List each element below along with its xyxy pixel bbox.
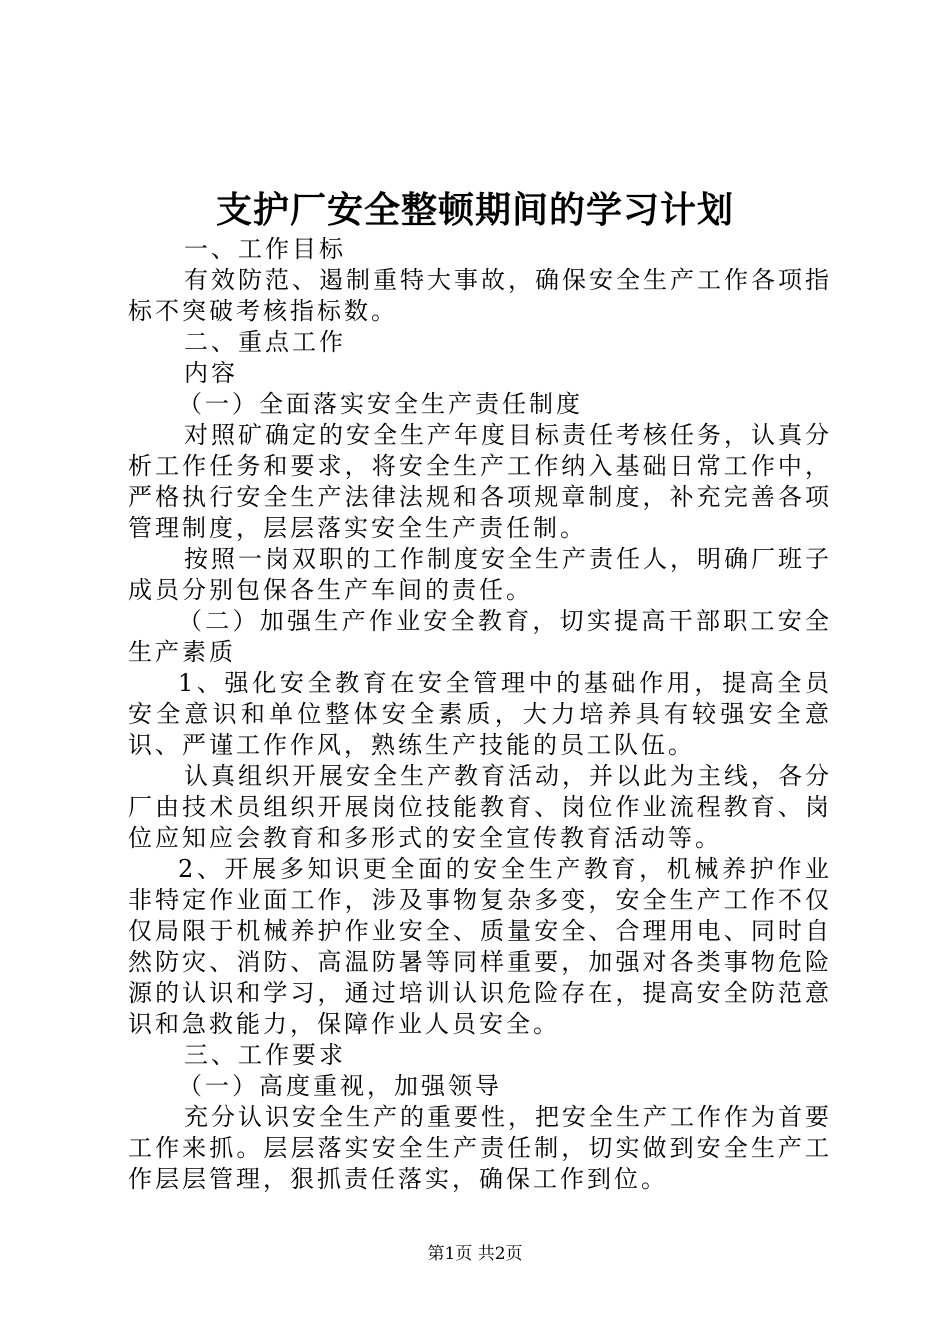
paragraph-education-item-1: 1、强化安全教育在安全管理中的基础作用，提高全员安全意识和单位整体安全素质，大力培养具有较强安全意识、严谨工作作风，熟练生产技能的员工队伍。 (128, 669, 832, 759)
page-number-footer: 第1页 共2页 (427, 1244, 523, 1264)
paragraph-leadership-text: 充分认识安全生产的重要性，把安全生产工作作为首要工作来抓。层层落实安全生产责任制，切实做到安全生产工作层层管理，狠抓责任落实，确保工作到位。 (128, 1103, 832, 1193)
section-heading-work-goal: 一、工作目标 (184, 235, 346, 263)
paragraph-responsibility-text: 对照矿确定的安全生产年度目标责任考核任务，认真分析工作任务和要求，将安全生产工作纳入基础日常工作中，严格执行安全生产法律法规和各项规章制度，补充完善各项管理制度，层层落实安全生产责任制。 (128, 421, 832, 542)
paragraph-education-activities: 认真组织开展安全生产教育活动，并以此为主线，各分厂由技术员组织开展岗位技能教育、岗位作业流程教育、岗位应知应会教育和多形式的安全宣传教育活动等。 (128, 762, 832, 852)
document-body (128, 234, 832, 1195)
paragraph-education-item-2: 2、开展多知识更全面的安全生产教育，机械养护作业非特定作业面工作，涉及事物复杂多变，安全生产工作不仅仅局限于机械养护作业安全、质量安全、合理用电、同时自然防灾、消防、高温防暑等同样重要，加强对各类事物危险源的认识和学习，通过培训认识危险存在，提高安全防范意识和急救能力，保障作业人员安全。 (128, 855, 832, 1038)
section-heading-key-work: 二、重点工作 (184, 328, 346, 356)
document-title: 支护厂安全整顿期间的学习计划 (215, 189, 734, 231)
subsection-heading-safety-education: （二）加强生产作业安全教育，切实提高干部职工安全生产素质 (128, 607, 832, 666)
section-heading-work-requirements: 三、工作要求 (184, 1041, 346, 1069)
paragraph-content-label: 内容 (184, 359, 238, 387)
subsection-heading-responsibility: （一）全面落实安全生产责任制度 (178, 390, 583, 418)
paragraph-post-duty-text: 按照一岗双职的工作制度安全生产责任人，明确厂班子成员分别包保各生产车间的责任。 (128, 545, 832, 604)
paragraph-goal-text: 有效防范、遏制重特大事故，确保安全生产工作各项指标不突破考核指标数。 (128, 266, 832, 325)
subsection-heading-leadership: （一）高度重视，加强领导 (178, 1072, 502, 1100)
